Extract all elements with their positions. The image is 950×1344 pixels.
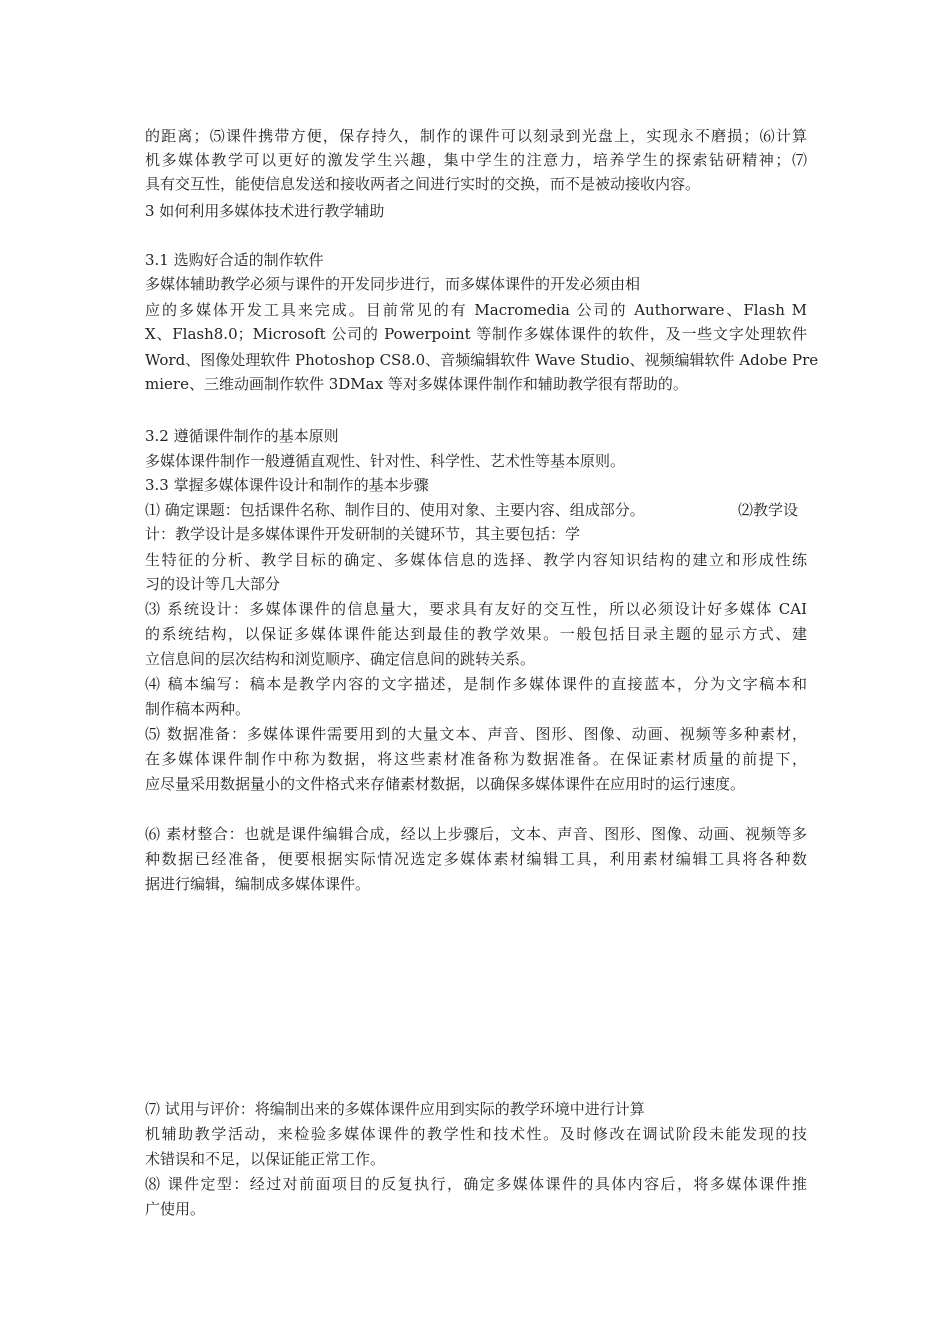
text-line: ⑻ 课件定型：经过对前面项目的反复执行，确定多媒体课件的具体内容后，将多媒体课件推 bbox=[145, 1175, 807, 1193]
text-line: 计：教学设计是多媒体课件开发研制的关键环节，其主要包括：学 bbox=[145, 525, 581, 543]
text-line: 据进行编辑，编制成多媒体课件。 bbox=[145, 875, 371, 893]
text-line: 广使用。 bbox=[145, 1200, 206, 1218]
text-line: ⑸ 数据准备：多媒体课件需要用到的大量文本、声音、图形、图像、动画、视频等多种素材， bbox=[145, 725, 807, 743]
subsection-heading: 3.3 掌握多媒体课件设计和制作的基本步骤 bbox=[145, 476, 429, 494]
text-line: ⑺ 试用与评价：将编制出来的多媒体课件应用到实际的教学环境中进行计算 bbox=[145, 1100, 645, 1118]
text-line: 生特征的分析、教学目标的确定、多媒体信息的选择、教学内容知识结构的建立和形成性练 bbox=[145, 551, 807, 569]
text-line: 术错误和不足，以保证能正常工作。 bbox=[145, 1150, 386, 1168]
text-line: 多媒体课件制作一般遵循直观性、针对性、科学性、艺术性等基本原则。 bbox=[145, 452, 626, 470]
text-line: ⑶ 系统设计：多媒体课件的信息量大，要求具有友好的交互性，所以必须设计好多媒体 CAI bbox=[145, 600, 807, 618]
text-line: ⑹ 素材整合：也就是课件编辑合成，经以上步骤后，文本、声音、图形、图像、动画、视频等多 bbox=[145, 825, 807, 843]
section-heading: 3 如何利用多媒体技术进行教学辅助 bbox=[145, 202, 385, 220]
text-line: 种数据已经准备，便要根据实际情况选定多媒体素材编辑工具，利用素材编辑工具将各种数 bbox=[145, 850, 807, 868]
text-line: miere、三维动画制作软件 3DMax 等对多媒体课件制作和辅助教学很有帮助的。 bbox=[145, 375, 688, 393]
text-line: 的系统结构，以保证多媒体课件能达到最佳的教学效果。一般包括目录主题的显示方式、建 bbox=[145, 625, 807, 643]
text-line: ⑷ 稿本编写：稿本是教学内容的文字描述，是制作多媒体课件的直接蓝本，分为文字稿本和 bbox=[145, 675, 807, 693]
subsection-heading: 3.2 遵循课件制作的基本原则 bbox=[145, 427, 339, 445]
text-line: 具有交互性，能使信息发送和接收两者之间进行实时的交换，而不是被动接收内容。 bbox=[145, 175, 701, 193]
text-line: ⑴ 确定课题：包括课件名称、制作目的、使用对象、主要内容、组成部分。 bbox=[145, 501, 645, 519]
text-line: 机辅助教学活动，来检验多媒体课件的教学性和技术性。及时修改在调试阶段未能发现的技 bbox=[145, 1125, 807, 1143]
text-line: 多媒体辅助教学必须与课件的开发同步进行，而多媒体课件的开发必须由相 bbox=[145, 275, 641, 293]
text-line: 习的设计等几大部分 bbox=[145, 575, 281, 593]
text-line: X、Flash8.0；Microsoft 公司的 Powerpoint 等制作多媒体课件的软件，及一些文字处理软件 bbox=[145, 325, 807, 343]
text-line: Word、图像处理软件 Photoshop CS8.0、音频编辑软件 Wave Studio、视频编辑软件 Adobe Pre bbox=[145, 351, 819, 369]
text-line: 机多媒体教学可以更好的激发学生兴趣，集中学生的注意力，培养学生的探索钻研精神；⑺ bbox=[145, 151, 807, 169]
text-line: 在多媒体课件制作中称为数据，将这些素材准备称为数据准备。在保证素材质量的前提下， bbox=[145, 750, 807, 768]
text-line: 的距离；⑸课件携带方便，保存持久，制作的课件可以刻录到光盘上，实现永不磨损；⑹计算 bbox=[145, 127, 807, 145]
text-line: 应的多媒体开发工具来完成。目前常见的有 Macromedia 公司的 Authorware、Flash M bbox=[145, 301, 807, 319]
text-line: 立信息间的层次结构和浏览顺序、确定信息间的跳转关系。 bbox=[145, 650, 536, 668]
text-line: 应尽量采用数据量小的文件格式来存储素材数据，以确保多媒体课件在应用时的运行速度。 bbox=[145, 775, 746, 793]
text-fragment: ⑵教学设 bbox=[738, 501, 799, 519]
subsection-heading: 3.1 选购好合适的制作软件 bbox=[145, 251, 324, 269]
text-line: 制作稿本两种。 bbox=[145, 700, 251, 718]
